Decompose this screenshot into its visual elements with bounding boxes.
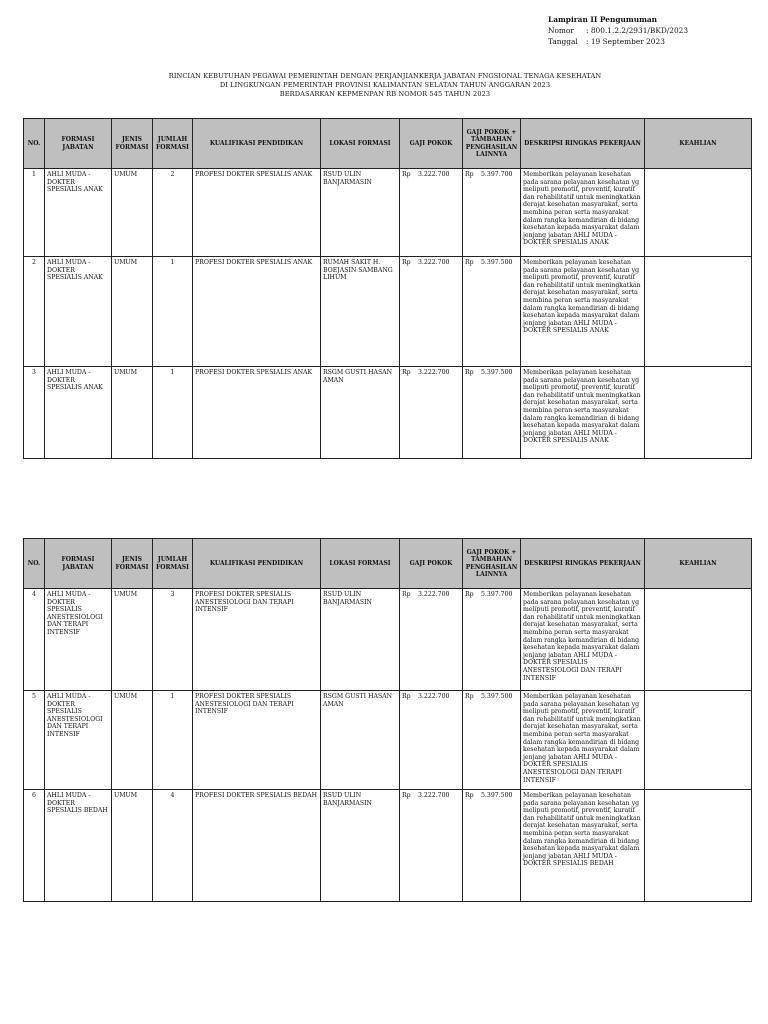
lokasi-cell: RUMAH SAKIT H. BOEJASIN SAMBANG LIHUM [321, 257, 400, 367]
amount-value: 5.397.700 [481, 591, 513, 598]
nomor-label: Nomor [548, 26, 574, 35]
lokasi-cell: RSGM GUSTI HASAN AMAN [321, 367, 400, 459]
row-number: 4 [24, 589, 45, 691]
keahlian-col-header: KEAHLIAN [645, 539, 752, 589]
formasi-jabatan-cell: AHLI MUDA - DOKTER SPESIALIS ANESTESIOLOGI DAN TERAPI INTENSIF [45, 589, 112, 691]
gaji-pokok-cell [400, 257, 463, 367]
deskripsi-cell: Memberikan pelayanan kesehatan pada sarana pelayanan kesehatan yg meliputi promotif, preventif, kuratif dan rehabilitatif untuk meningkatkan derajat kesehatan masyarakat, serta membina peran serta masyarakat dalam rangka kemandirian di bidang kesehatan kepada masyarakat dalam jenjang jabatan AHLI MUDA - DOKTER SPESIALIS ANAK [521, 169, 645, 257]
table-row [24, 257, 752, 367]
jumlah-col-header: JUMLAH FORMASI [153, 119, 193, 169]
formasi-jabatan-cell: AHLI MUDA - DOKTER SPESIALIS ANAK [45, 257, 112, 367]
gaji-tambahan-cell [463, 790, 521, 902]
kualifikasi-cell: PROFESI DOKTER SPESIALIS ANESTESIOLOGI DAN TERAPI INTENSIF [193, 691, 321, 790]
jumlah-formasi-cell: 3 [153, 589, 193, 691]
document-title [90, 72, 680, 99]
deskripsi-cell: Memberikan pelayanan kesehatan pada sarana pelayanan kesehatan yg meliputi promotif, preventif, kuratif dan rehabilitatif untuk meningkatkan derajat kesehatan masyarakat, serta membina peran serta masyarakat dalam rangka kemandirian di bidang kesehatan kepada masyarakat dalam jenjang jabatan AHLI MUDA - DOKTER SPESIALIS ANESTESIOLOGI DAN TERAPI INTENSIF [521, 589, 645, 691]
nomor-row [548, 25, 688, 36]
deskripsi-cell: Memberikan pelayanan kesehatan pada sarana pelayanan kesehatan yg meliputi promotif, preventif, kuratif dan rehabilitatif untuk meningkatkan derajat kesehatan masyarakat, serta membina peran serta masyarakat dalam rangka kemandirian di bidang kesehatan kepada masyarakat dalam jenjang jabatan AHLI MUDA - DOKTER SPESIALIS ANESTESIOLOGI DAN TERAPI INTENSIF [521, 691, 645, 790]
lokasi-cell: RSGM GUSTI HASAN AMAN [321, 691, 400, 790]
lokasi-cell: RSUD ULIN BANJARMASIN [321, 169, 400, 257]
keahlian-cell [645, 257, 752, 367]
formasi-col-header: FORMASI JABATAN [45, 119, 112, 169]
jumlah-formasi-cell: 1 [153, 691, 193, 790]
jumlah-formasi-cell: 1 [153, 257, 193, 367]
currency-label: Rp [402, 259, 411, 266]
amount-value: 5.397.500 [481, 259, 513, 266]
kualifikasi-col-header: KUALIFIKASI PENDIDIKAN [193, 119, 321, 169]
table-row [24, 790, 752, 902]
table-row [24, 367, 752, 459]
jumlah-col-header: JUMLAH FORMASI [153, 539, 193, 589]
keahlian-cell [645, 691, 752, 790]
kualifikasi-cell: PROFESI DOKTER SPESIALIS ANAK [193, 257, 321, 367]
formasi-jabatan-cell: AHLI MUDA - DOKTER SPESIALIS ANESTESIOLOGI DAN TERAPI INTENSIF [45, 691, 112, 790]
tanggal-row [548, 36, 688, 47]
formasi-jabatan-cell: AHLI MUDA - DOKTER SPESIALIS ANAK [45, 169, 112, 257]
tanggal-label: Tanggal [548, 37, 578, 46]
keahlian-cell [645, 367, 752, 459]
jumlah-formasi-cell: 4 [153, 790, 193, 902]
currency-label: Rp [465, 369, 474, 376]
currency-label: Rp [465, 591, 474, 598]
kualifikasi-cell: PROFESI DOKTER SPESIALIS ANAK [193, 367, 321, 459]
amount-value: 3.222.700 [418, 259, 450, 266]
currency-label: Rp [465, 171, 474, 178]
lokasi-col-header: LOKASI FORMASI [321, 539, 400, 589]
gaji-pokok-cell [400, 589, 463, 691]
currency-label: Rp [465, 792, 474, 799]
jenis-formasi-cell: UMUM [112, 367, 153, 459]
currency-label: Rp [402, 369, 411, 376]
gaji-pokok-cell [400, 691, 463, 790]
table-row [24, 169, 752, 257]
lokasi-cell: RSUD ULIN BANJARMASIN [321, 790, 400, 902]
kualifikasi-cell: PROFESI DOKTER SPESIALIS ANESTESIOLOGI DAN TERAPI INTENSIF [193, 589, 321, 691]
nomor-value: : 800.1.2.2/2931/BKD/2023 [586, 26, 689, 35]
deskripsi-col-header: DESKRIPSI RINGKAS PEKERJAAN [521, 119, 645, 169]
tanggal-value: : 19 September 2023 [586, 37, 665, 46]
jenis-formasi-cell: UMUM [112, 589, 153, 691]
deskripsi-cell: Memberikan pelayanan kesehatan pada sarana pelayanan kesehatan yg meliputi promotif, preventif, kuratif dan rehabilitatif untuk meningkatkan derajat kesehatan masyarakat, serta membina peran serta masyarakat dalam rangka kemandirian di bidang kesehatan kepada masyarakat dalam jenjang jabatan AHLI MUDA - DOKTER SPESIALIS ANAK [521, 367, 645, 459]
row-number: 1 [24, 169, 45, 257]
lokasi-cell: RSUD ULIN BANJARMASIN [321, 589, 400, 691]
formasi-table-2 [23, 538, 752, 902]
row-number: 3 [24, 367, 45, 459]
currency-label: Rp [465, 259, 474, 266]
row-number: 6 [24, 790, 45, 902]
amount-value: 3.222.700 [418, 693, 450, 700]
keahlian-cell [645, 169, 752, 257]
amount-value: 5.397.700 [481, 171, 513, 178]
gaji-tambahan-cell [463, 169, 521, 257]
currency-label: Rp [402, 171, 411, 178]
keahlian-col-header: KEAHLIAN [645, 119, 752, 169]
title-line-2: DI LINGKUNGAN PEMERINTAH PROVINSI KALIMANTAN SELATAN TAHUN ANGGARAN 2023 [219, 81, 551, 89]
gaji-pokok-cell [400, 367, 463, 459]
deskripsi-cell: Memberikan pelayanan kesehatan pada sarana pelayanan kesehatan yg meliputi promotif, preventif, kuratif dan rehabilitatif untuk meningkatkan derajat kesehatan masyarakat, serta membina peran serta masyarakat dalam rangka kemandirian di bidang kesehatan kepada masyarakat dalam jenjang jabatan AHLI MUDA - DOKTER SPESIALIS ANAK [521, 257, 645, 367]
amount-value: 3.222.700 [418, 171, 450, 178]
currency-label: Rp [402, 792, 411, 799]
table-row [24, 691, 752, 790]
gaji-tambahan-col-header: GAJI POKOK + TAMBAHAN PENGHASILAN LAINNYA [463, 539, 521, 589]
amount-value: 3.222.700 [418, 369, 450, 376]
jenis-formasi-cell: UMUM [112, 790, 153, 902]
amount-value: 3.222.700 [418, 792, 450, 799]
gaji-col-header: GAJI POKOK [400, 539, 463, 589]
amount-value: 3.222.700 [418, 591, 450, 598]
jenis-col-header: JENIS FORMASI [112, 119, 153, 169]
formasi-table-1 [23, 118, 752, 459]
no-col-header: NO. [24, 119, 45, 169]
currency-label: Rp [402, 693, 411, 700]
no-col-header: NO. [24, 539, 45, 589]
jenis-formasi-cell: UMUM [112, 691, 153, 790]
formasi-jabatan-cell: AHLI MUDA - DOKTER SPESIALIS ANAK [45, 367, 112, 459]
jenis-formasi-cell: UMUM [112, 169, 153, 257]
kualifikasi-cell: PROFESI DOKTER SPESIALIS ANAK [193, 169, 321, 257]
amount-value: 5.397.500 [481, 792, 513, 799]
keahlian-cell [645, 589, 752, 691]
lampiran-heading: Lampiran II Pengumuman [548, 15, 658, 24]
currency-label: Rp [465, 693, 474, 700]
jenis-formasi-cell: UMUM [112, 257, 153, 367]
currency-label: Rp [402, 591, 411, 598]
gaji-pokok-cell [400, 790, 463, 902]
amount-value: 5.397.500 [481, 369, 513, 376]
lampiran-block [548, 14, 688, 47]
title-line-1: RINCIAN KEBUTUHAN PEGAWAI PEMERINTAH DENGAN PERJANJIANKERJA JABATAN FNGSIONAL TENAGA KESEHATAN [168, 72, 602, 80]
jenis-col-header: JENIS FORMASI [112, 539, 153, 589]
gaji-tambahan-cell [463, 257, 521, 367]
gaji-tambahan-cell [463, 589, 521, 691]
table-row [24, 589, 752, 691]
jumlah-formasi-cell: 1 [153, 367, 193, 459]
title-line-3: BERDASARKAN KEPMENPAN RB NOMOR 545 TAHUN 2023 [279, 90, 491, 98]
keahlian-cell [645, 790, 752, 902]
gaji-col-header: GAJI POKOK [400, 119, 463, 169]
gaji-tambahan-cell [463, 691, 521, 790]
row-number: 2 [24, 257, 45, 367]
formasi-jabatan-cell: AHLI MUDA - DOKTER SPESIALIS BEDAH [45, 790, 112, 902]
kualifikasi-cell: PROFESI DOKTER SPESIALIS BEDAH [193, 790, 321, 902]
amount-value: 5.397.500 [481, 693, 513, 700]
deskripsi-col-header: DESKRIPSI RINGKAS PEKERJAAN [521, 539, 645, 589]
lokasi-col-header: LOKASI FORMASI [321, 119, 400, 169]
gaji-tambahan-cell [463, 367, 521, 459]
jumlah-formasi-cell: 2 [153, 169, 193, 257]
gaji-tambahan-col-header: GAJI POKOK + TAMBAHAN PENGHASILAN LAINNYA [463, 119, 521, 169]
row-number: 5 [24, 691, 45, 790]
gaji-pokok-cell [400, 169, 463, 257]
kualifikasi-col-header: KUALIFIKASI PENDIDIKAN [193, 539, 321, 589]
formasi-col-header: FORMASI JABATAN [45, 539, 112, 589]
deskripsi-cell: Memberikan pelayanan kesehatan pada sarana pelayanan kesehatan yg meliputi promotif, preventif, kuratif dan rehabilitatif untuk meningkatkan derajat kesehatan masyarakat, serta membina peran serta masyarakat dalam rangka kemandirian di bidang kesehatan kepada masyarakat dalam jenjang jabatan AHLI MUDA - DOKTER SPESIALIS BEDAH [521, 790, 645, 902]
